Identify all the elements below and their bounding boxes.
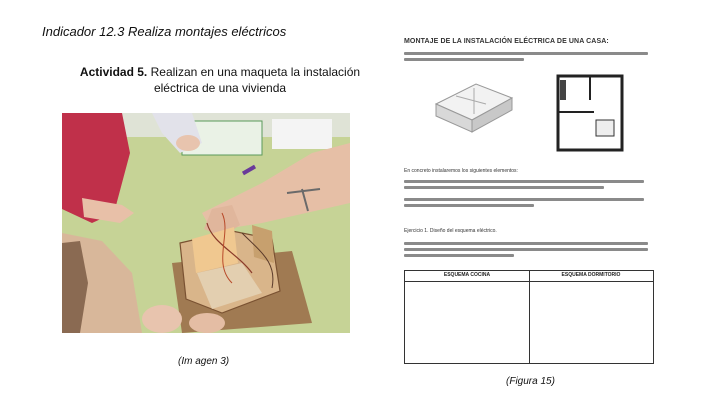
worksheet-text-line bbox=[404, 248, 648, 251]
worksheet-figure bbox=[398, 30, 654, 365]
schema-table bbox=[404, 270, 654, 364]
worksheet-text-line bbox=[404, 58, 524, 61]
worksheet-text-line bbox=[404, 186, 604, 189]
table-header-bedroom: ESQUEMA DORMITORIO bbox=[561, 272, 621, 278]
worksheet-text-line bbox=[404, 242, 648, 245]
worksheet-text-line bbox=[404, 52, 648, 55]
worksheet-exercise-title: Ejercicio 1. Diseño del esquema eléctrico. bbox=[404, 228, 497, 234]
worksheet-heading: MONTAJE DE LA INSTALACIÓN ELÉCTRICA DE UNA CASA: bbox=[404, 38, 609, 45]
worksheet-section-intro: En concreto instalaremos los siguientes elementos: bbox=[404, 168, 518, 174]
activity-description bbox=[70, 64, 370, 96]
house-3d-model-figure bbox=[426, 74, 516, 138]
figure-caption: (Figura 15) bbox=[506, 376, 555, 387]
activity-text: Realizan en una maqueta la instalación eléctrica de una vivienda bbox=[147, 65, 361, 95]
classroom-photo-illustration bbox=[62, 113, 350, 333]
floor-plan-figure bbox=[554, 72, 626, 154]
worksheet-text-line bbox=[404, 198, 644, 201]
worksheet-text-line bbox=[404, 204, 534, 207]
photo-caption: (Im agen 3) bbox=[178, 356, 230, 367]
worksheet-text-line bbox=[404, 180, 644, 183]
activity-label: Actividad 5. bbox=[79, 65, 148, 79]
worksheet-text-line bbox=[404, 254, 514, 257]
table-column-divider bbox=[529, 271, 530, 363]
slide-title: Indicador 12.3 Realiza montajes eléctricos bbox=[42, 24, 287, 39]
table-header-kitchen: ESQUEMA COCINA bbox=[443, 272, 491, 278]
classroom-photo bbox=[62, 113, 350, 333]
